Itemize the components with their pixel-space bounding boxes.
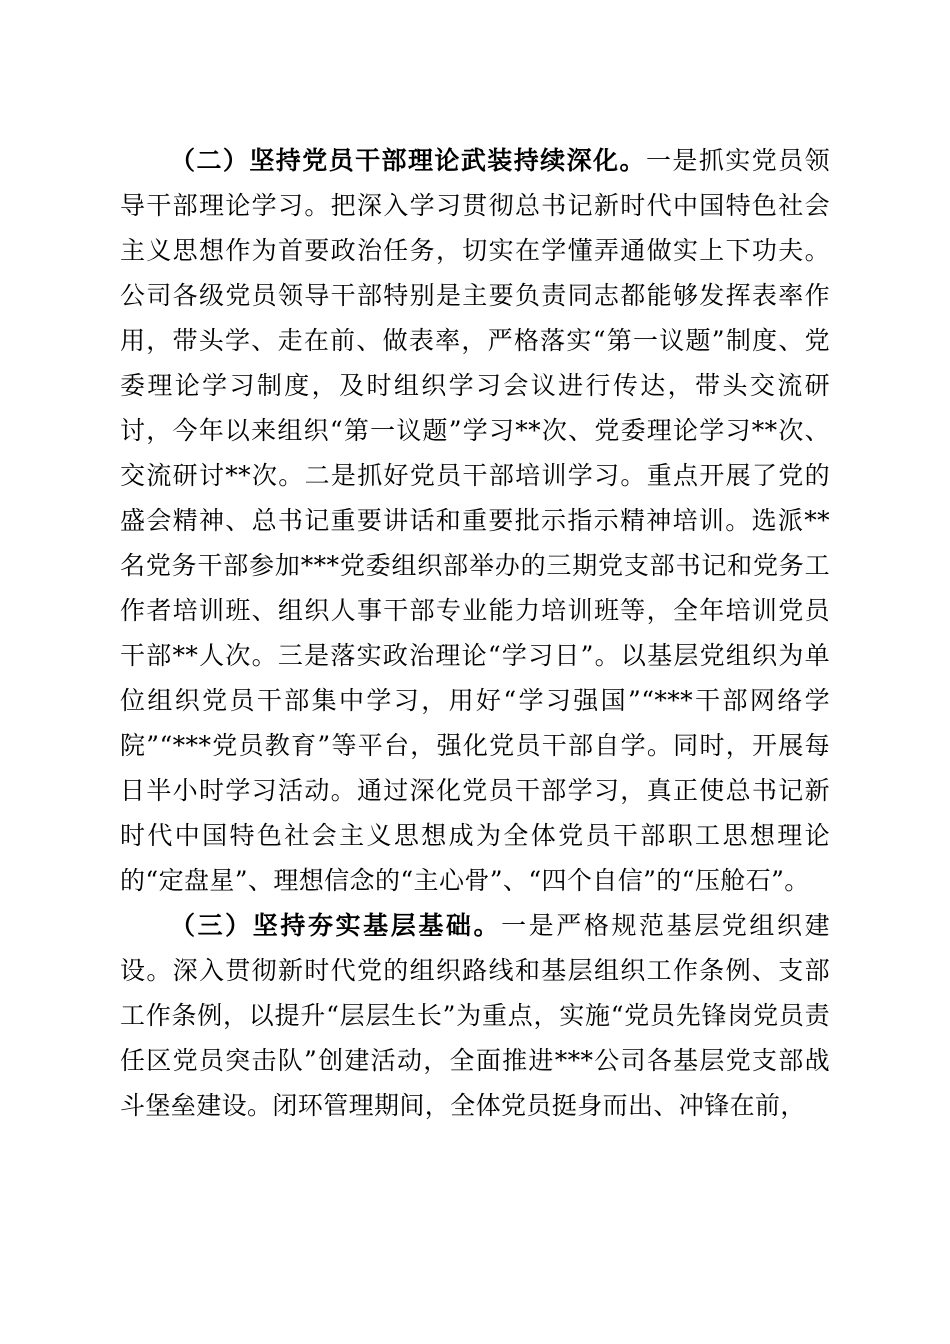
document-body (120, 138, 830, 1128)
paragraph-section-3 (120, 903, 830, 1128)
section-2-heading: （二）坚持党员干部理论武装持续深化。 (170, 146, 646, 175)
section-2-body: 一是抓实党员领导干部理论学习。把深入学习贯彻总书记新时代中国特色社会主义思想作为首要政治任务，切实在学懂弄通做实上下功夫。公司各级党员领导干部特别是主要负责同志都能够发挥表率作用，带头学、走在前、做表率，严格落实“第一议题”制度、党委理论学习制度，及时组织学习会议进行传达，带头交流研讨，今年以来组织“第一议题”学习**次、党委理论学习**次、交流研讨**次。二是抓好党员干部培训学习。重点开展了党的盛会精神、总书记重要讲话和重要批示指示精神培训。选派**名党务干部参加***党委组织部举办的三期党支部书记和党务工作者培训班、组织人事干部专业能力培训班等，全年培训党员干部**人次。三是落实政治理论“学习日”。以基层党组织为单位组织党员干部集中学习，用好“学习强国”“***干部网络学院”“***党员教育”等平台，强化党员干部自学。同时，开展每日半小时学习活动。通过深化党员干部学习，真正使总书记新时代中国特色社会主义思想成为全体党员干部职工思想理论的“定盘星”、理想信念的“主心骨”、“四个自信”的“压舱石”。 (120, 146, 830, 895)
section-3-heading: （三）坚持夯实基层基础。 (170, 911, 502, 940)
section-3-body: 一是严格规范基层党组织建设。深入贯彻新时代党的组织路线和基层组织工作条例、支部工作条例，以提升“层层生长”为重点，实施“党员先锋岗党员责任区党员突击队”创建活动，全面推进***公司各基层党支部战斗堡垒建设。闭环管理期间，全体党员挺身而出、冲锋在前， (120, 911, 830, 1120)
paragraph-section-2 (120, 138, 830, 903)
